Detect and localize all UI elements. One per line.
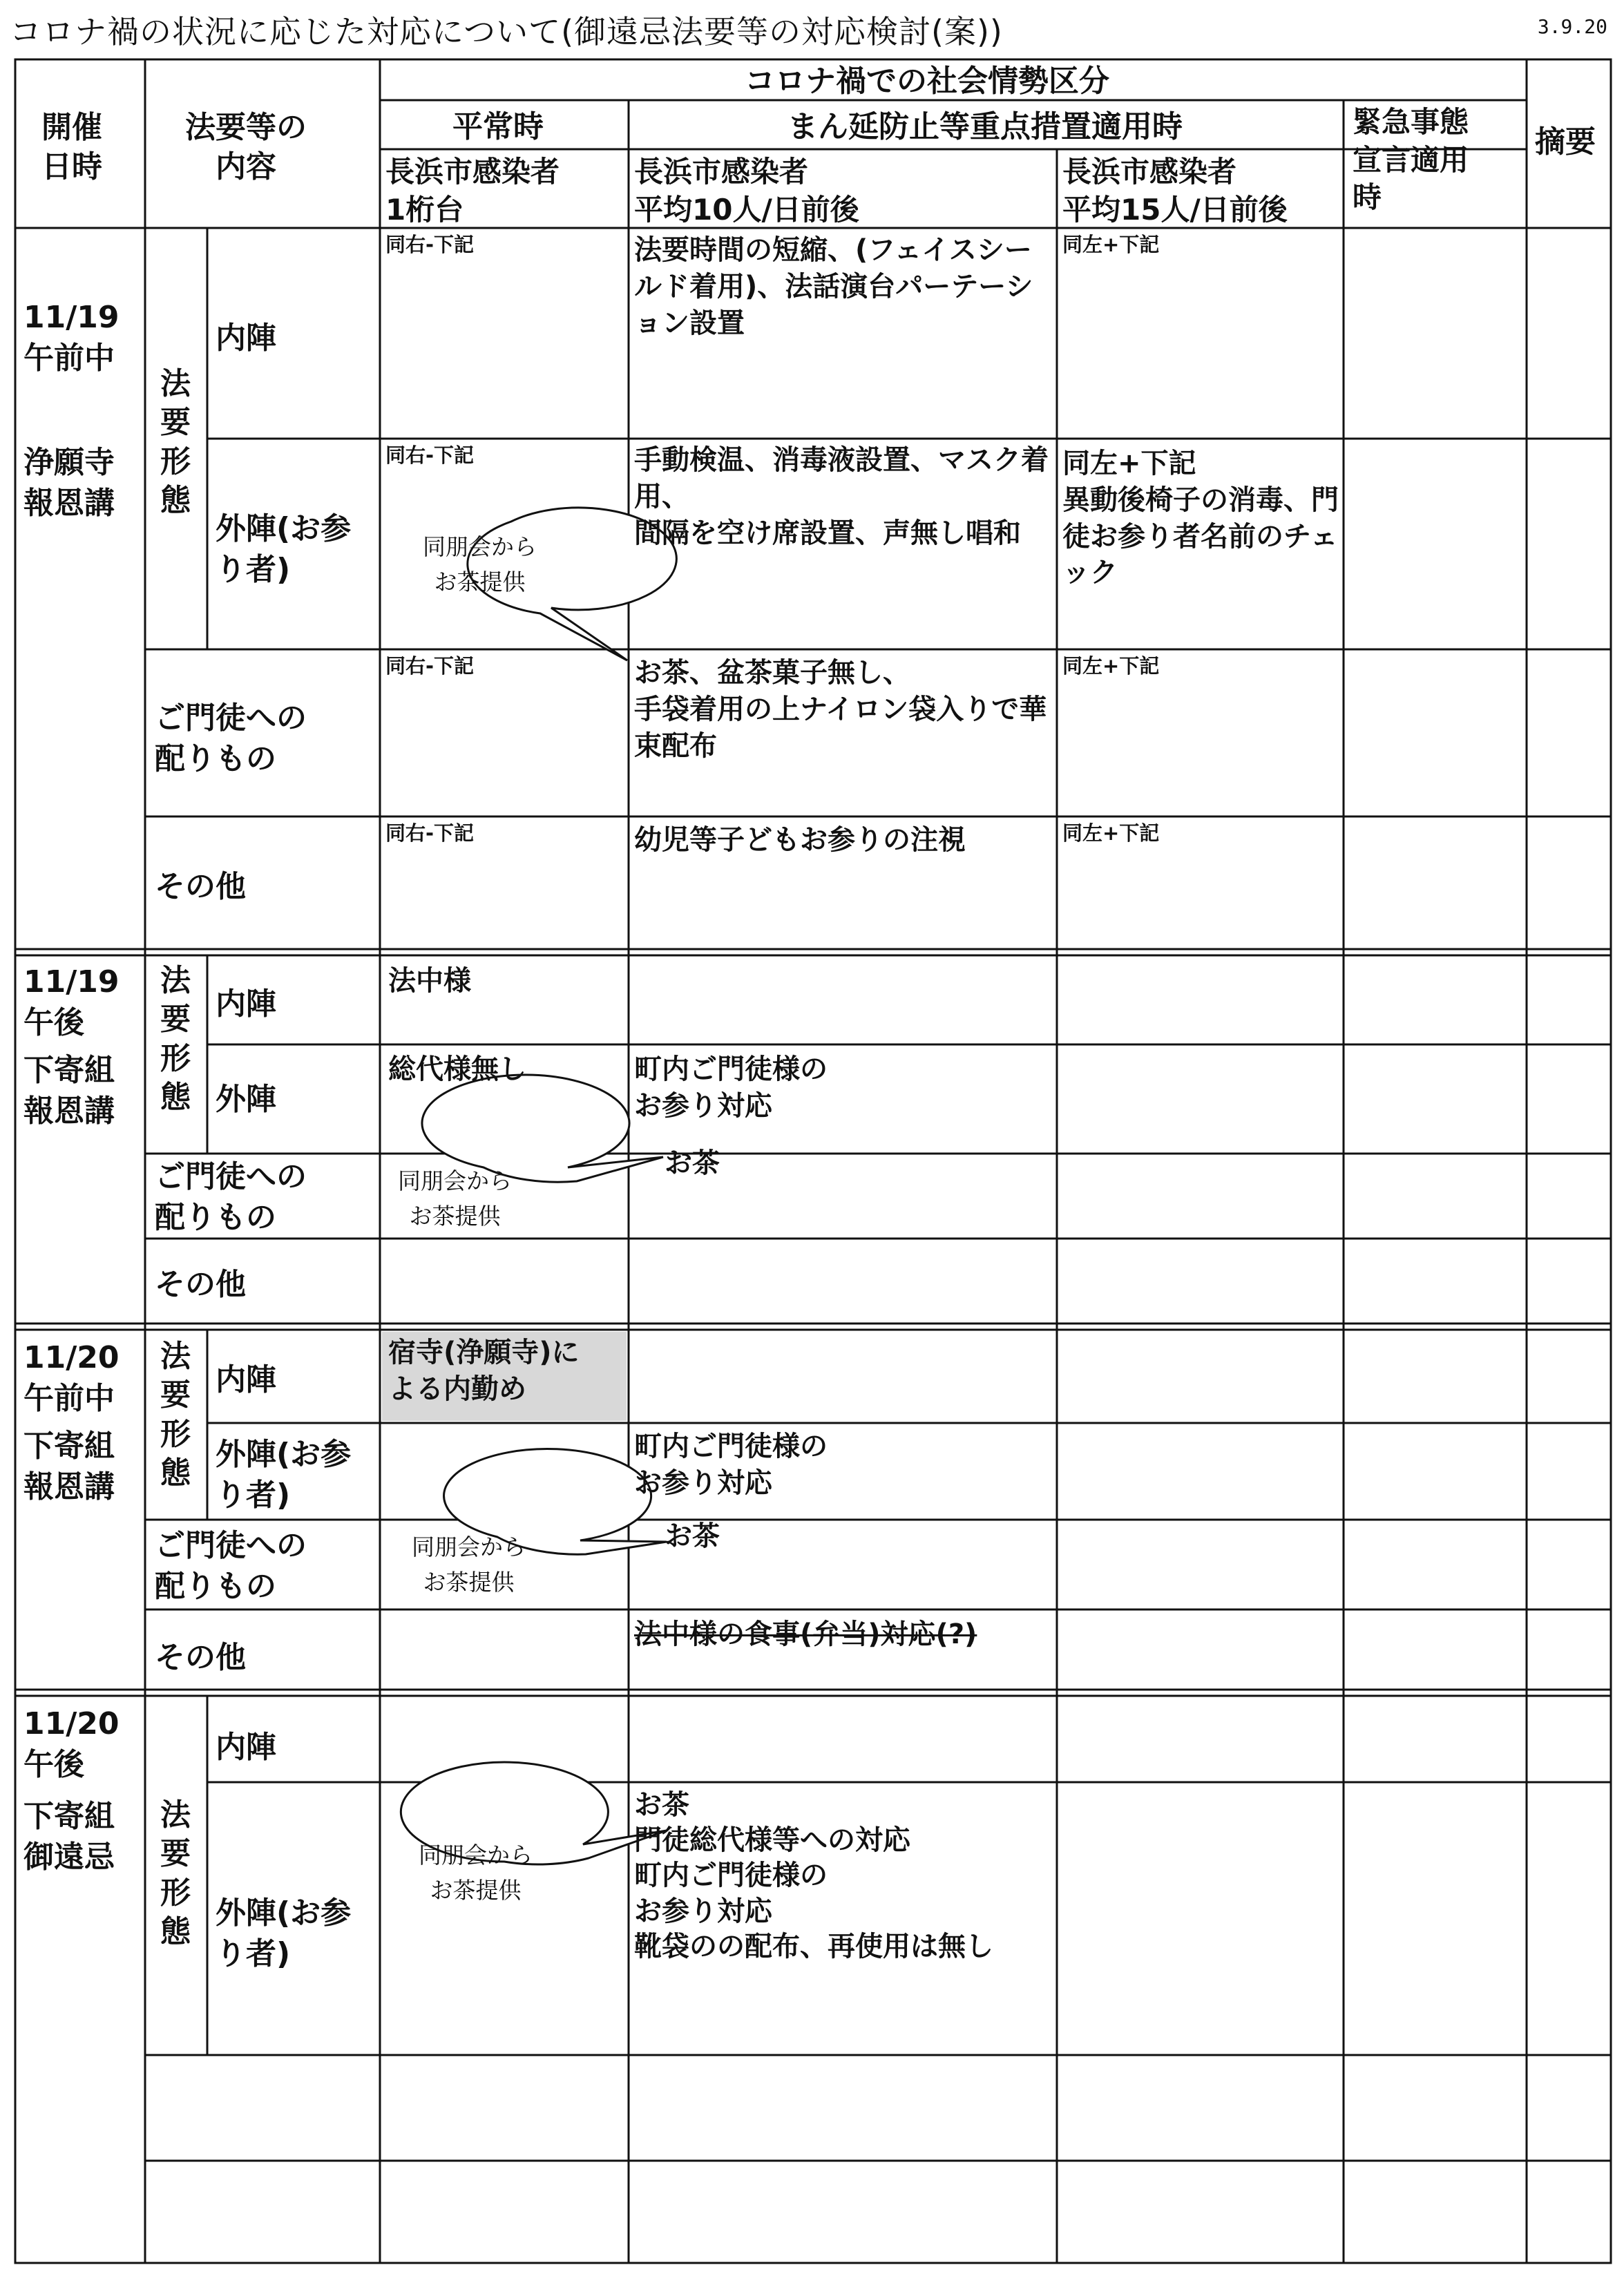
cell-text: 同左+下記 — [1062, 821, 1160, 845]
gejin-label: 外陣(お参 り者) — [216, 1437, 352, 1513]
cell-text: 同右-下記 — [385, 443, 475, 467]
cell-text: 町内ご門徒様の お参り対応 — [634, 1431, 828, 1499]
header-normal: 平常時 — [452, 109, 544, 144]
kubari-label: ご門徒への 配りもの — [155, 1528, 307, 1605]
houyou-keitai-label: 法 要 形 態 — [160, 1797, 191, 1949]
houyou-keitai-label: 法 要 形 態 — [160, 963, 191, 1115]
event-name: 下寄組 報恩講 — [23, 1429, 115, 1505]
cell-text: 法中様 — [388, 965, 471, 997]
cell-text: お茶、盆茶菓子無し、 手袋着用の上ナイロン袋入りで華束配布 — [634, 657, 1047, 762]
cell-text: 町内ご門徒様の お参り対応 — [634, 1053, 828, 1122]
header-level3: 長浜市感染者 平均15人/日前後 — [1062, 155, 1288, 227]
event-datetime: 11/20 午前中 — [23, 1340, 120, 1417]
bubble-text: 同朋会から お茶提供 — [412, 1533, 526, 1596]
cell-text: 同左+下記 異動後椅子の消毒、門徒お参り者名前のチェック — [1062, 448, 1339, 589]
bubble-text: 同朋会から お茶提供 — [398, 1167, 512, 1230]
cell-text: 宿寺(浄願寺)に よる内勤め — [388, 1337, 580, 1405]
cell-text: 手動検温、消毒液設置、マスク着用、 間隔を空け席設置、声無し唱和 — [634, 444, 1049, 549]
event-name: 下寄組 御遠忌 — [23, 1799, 115, 1875]
header-remarks: 摘要 — [1535, 124, 1596, 160]
bubble-text: 同朋会から お茶提供 — [419, 1842, 533, 1904]
header-content: 法要等の 内容 — [185, 110, 307, 185]
header-priority-measures: まん延防止等重点措置適用時 — [787, 109, 1183, 144]
cell-text-strikethrough: 法中様の食事(弁当)対応(?) — [634, 1618, 977, 1650]
document-title: コロナ禍の状況に応じた対応について(御遠忌法要等の対応検討(案)) — [10, 13, 1003, 50]
cell-text: 同右-下記 — [385, 654, 475, 678]
event-name: 下寄組 報恩講 — [23, 1053, 115, 1129]
sonota-label: その他 — [155, 869, 246, 904]
document-date: 3.9.20 — [1537, 15, 1607, 38]
cell-text: 法要時間の短縮、(フェイスシールド着用)、法話演台パーテーション設置 — [634, 234, 1033, 339]
gejin-label: 外陣(お参 り者) — [216, 1895, 352, 1972]
header-level2: 長浜市感染者 平均10人/日前後 — [634, 155, 859, 227]
event-name: 浄願寺 報恩講 — [23, 445, 115, 522]
header-social-situation: コロナ禍での社会情勢区分 — [745, 64, 1109, 99]
cell-text: 同左+下記 — [1062, 233, 1160, 256]
event-datetime: 11/19 午後 — [23, 964, 120, 1041]
cell-text: お茶 門徒総代様等への対応 町内ご門徒様の お参り対応 靴袋のの配布、再使用は無し — [634, 1789, 993, 1962]
header-emergency: 緊急事態 宣言適用 時 — [1353, 105, 1469, 215]
cell-text: 総代様無し — [388, 1053, 526, 1085]
header-date: 開催 日時 — [41, 110, 102, 185]
naijin-label: 内陣 — [216, 986, 276, 1022]
cell-text: 同左+下記 — [1062, 654, 1160, 678]
kubari-label: ご門徒への 配りもの — [155, 700, 307, 777]
event-datetime: 11/19 午前中 — [23, 300, 120, 376]
bubble-text: 同朋会から お茶提供 — [423, 533, 537, 596]
houyou-keitai-label: 法 要 形 態 — [160, 366, 191, 518]
houyou-keitai-label: 法 要 形 態 — [160, 1339, 191, 1491]
naijin-label: 内陣 — [216, 1362, 276, 1397]
naijin-label: 内陣 — [216, 321, 276, 356]
cell-text: お茶 — [665, 1520, 720, 1552]
cell-text: お茶 — [665, 1147, 720, 1179]
gejin-label: 外陣 — [216, 1082, 276, 1117]
naijin-label: 内陣 — [216, 1730, 276, 1765]
event-datetime: 11/20 午後 — [23, 1706, 120, 1783]
cell-text: 同右-下記 — [385, 233, 475, 256]
cell-text: 同右-下記 — [385, 821, 475, 845]
sonota-label: その他 — [155, 1267, 246, 1302]
header-level1: 長浜市感染者 1桁台 — [385, 155, 560, 227]
kubari-label: ご門徒への 配りもの — [155, 1159, 307, 1236]
sonota-label: その他 — [155, 1640, 246, 1675]
gejin-label: 外陣(お参 り者) — [216, 511, 352, 588]
cell-text: 幼児等子どもお参りの注視 — [634, 824, 966, 856]
